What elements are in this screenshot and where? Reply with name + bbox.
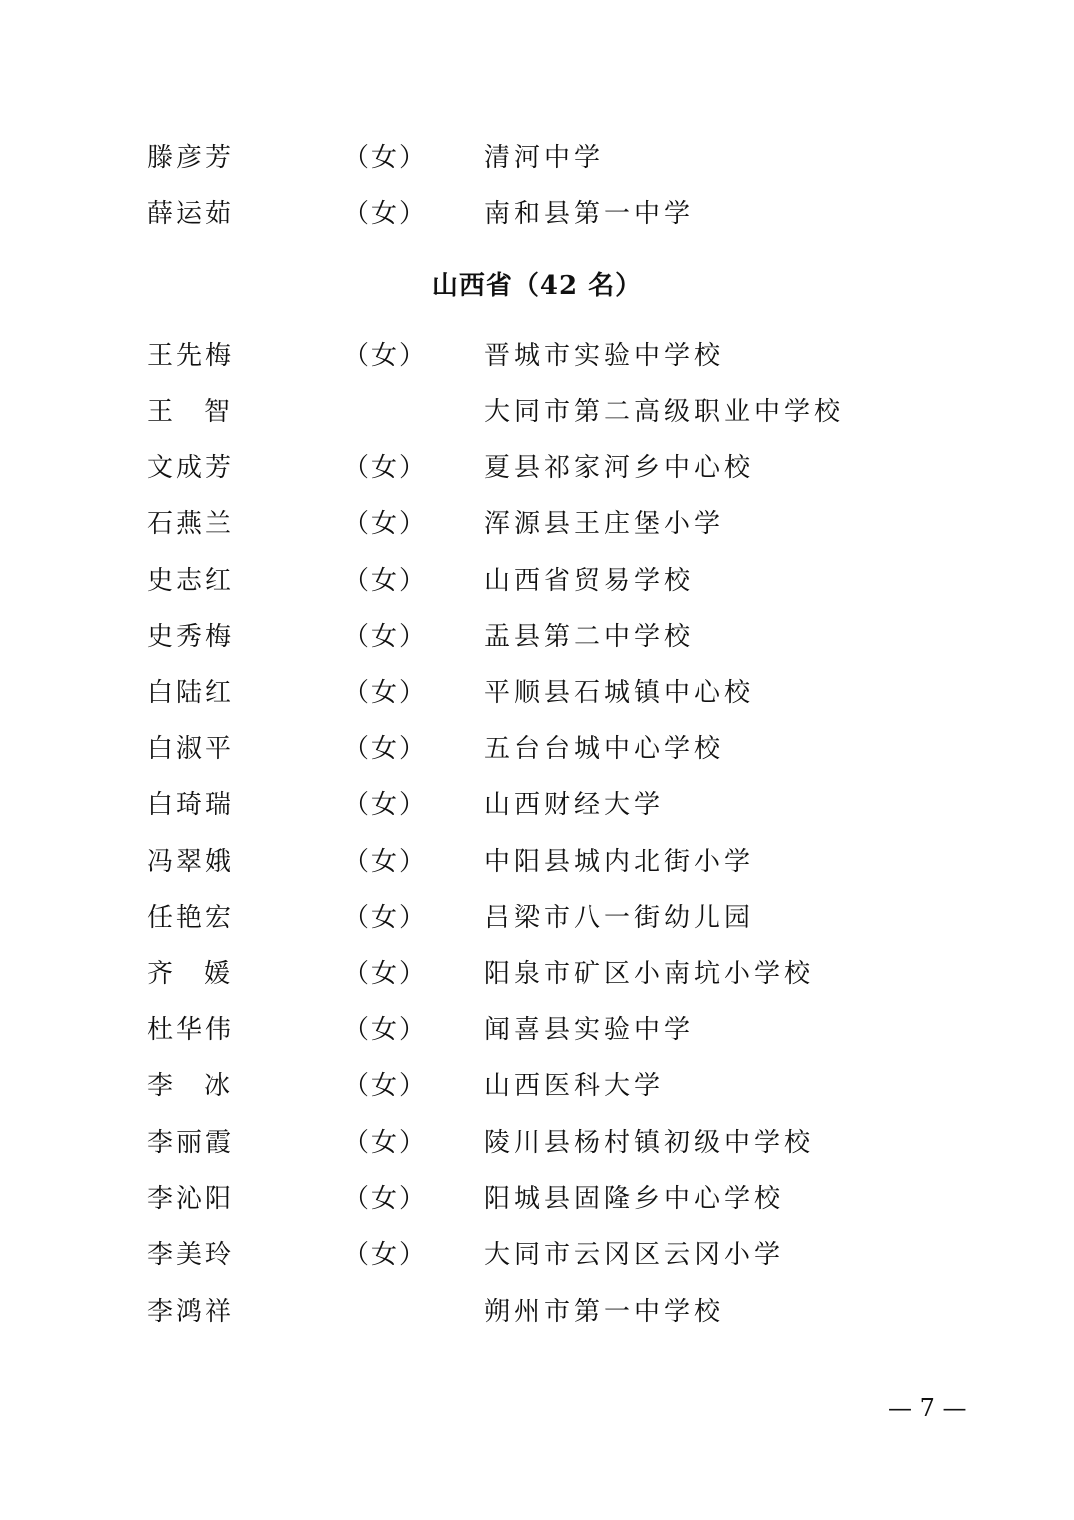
gender-mark: （女） — [343, 1071, 428, 1101]
list-item — [0, 842, 1074, 882]
list-item — [0, 898, 1074, 938]
page-number: — 7 — — [888, 1394, 967, 1422]
gender-mark: （女） — [343, 1128, 428, 1158]
person-name: 李美玲 — [147, 1240, 235, 1270]
school-name: 阳泉市矿区小南坑小学校 — [484, 959, 815, 989]
school-name: 南和县第一中学 — [484, 199, 695, 229]
gender-mark: （女） — [343, 143, 428, 173]
person-name: 杜华伟 — [147, 1015, 235, 1045]
school-name: 山西省贸易学校 — [484, 566, 695, 596]
person-name: 李丽霞 — [147, 1128, 235, 1158]
list-item — [0, 1235, 1074, 1275]
school-name: 大同市云冈区云冈小学 — [484, 1240, 785, 1270]
gender-mark: （女） — [343, 1184, 428, 1214]
gender-mark: （女） — [343, 1240, 428, 1270]
person-name: 白淑平 — [147, 734, 235, 764]
person-name: 史志红 — [147, 566, 235, 596]
list-item — [0, 392, 1074, 432]
gender-mark: （女） — [343, 199, 428, 229]
gender-mark: （女） — [343, 566, 428, 596]
person-name: 齐 媛 — [147, 959, 233, 989]
person-name: 李 冰 — [147, 1071, 233, 1101]
school-name: 朔州市第一中学校 — [484, 1297, 725, 1327]
gender-mark: （女） — [343, 734, 428, 764]
person-name: 王 智 — [147, 397, 233, 427]
school-name: 闻喜县实验中学 — [484, 1015, 695, 1045]
gender-mark: （女） — [343, 847, 428, 877]
list-item — [0, 729, 1074, 769]
list-item — [0, 138, 1074, 178]
person-name: 李沁阳 — [147, 1184, 235, 1214]
gender-mark: （女） — [343, 453, 428, 483]
person-name: 白陆红 — [147, 678, 235, 708]
section-heading: 山西省（42 名） — [431, 271, 643, 301]
school-name: 吕梁市八一街幼儿园 — [484, 903, 755, 933]
list-item — [0, 448, 1074, 488]
person-name: 薛运茹 — [147, 199, 235, 229]
gender-mark: （女） — [343, 959, 428, 989]
gender-mark: （女） — [343, 678, 428, 708]
school-name: 清河中学 — [484, 143, 605, 173]
person-name: 冯翠娥 — [147, 847, 235, 877]
school-name: 浑源县王庄堡小学 — [484, 509, 725, 539]
gender-mark: （女） — [343, 1015, 428, 1045]
person-name: 李鸿祥 — [147, 1297, 235, 1327]
person-name: 石燕兰 — [147, 509, 235, 539]
list-item — [0, 1292, 1074, 1332]
list-item — [0, 785, 1074, 825]
person-name: 滕彦芳 — [147, 143, 235, 173]
person-name: 王先梅 — [147, 341, 235, 371]
school-name: 阳城县固隆乡中心学校 — [484, 1184, 785, 1214]
list-item — [0, 194, 1074, 234]
gender-mark: （女） — [343, 903, 428, 933]
list-item — [0, 1066, 1074, 1106]
list-item — [0, 954, 1074, 994]
gender-mark: （女） — [343, 509, 428, 539]
list-item — [0, 1010, 1074, 1050]
list-item — [0, 673, 1074, 713]
school-name: 山西财经大学 — [484, 790, 665, 820]
gender-mark: （女） — [343, 341, 428, 371]
school-name: 五台台城中心学校 — [484, 734, 725, 764]
person-name: 白琦瑞 — [147, 790, 235, 820]
person-name: 文成芳 — [147, 453, 235, 483]
gender-mark: （女） — [343, 790, 428, 820]
list-item — [0, 617, 1074, 657]
person-name: 任艳宏 — [147, 903, 235, 933]
school-name: 盂县第二中学校 — [484, 622, 695, 652]
school-name: 夏县祁家河乡中心校 — [484, 453, 755, 483]
school-name: 陵川县杨村镇初级中学校 — [484, 1128, 815, 1158]
school-name: 大同市第二高级职业中学校 — [484, 397, 845, 427]
school-name: 中阳县城内北街小学 — [484, 847, 755, 877]
school-name: 平顺县石城镇中心校 — [484, 678, 755, 708]
school-name: 晋城市实验中学校 — [484, 341, 725, 371]
person-name: 史秀梅 — [147, 622, 235, 652]
list-item — [0, 504, 1074, 544]
school-name: 山西医科大学 — [484, 1071, 665, 1101]
list-item — [0, 336, 1074, 376]
gender-mark: （女） — [343, 622, 428, 652]
list-item — [0, 1123, 1074, 1163]
list-item — [0, 1179, 1074, 1219]
list-item — [0, 561, 1074, 601]
